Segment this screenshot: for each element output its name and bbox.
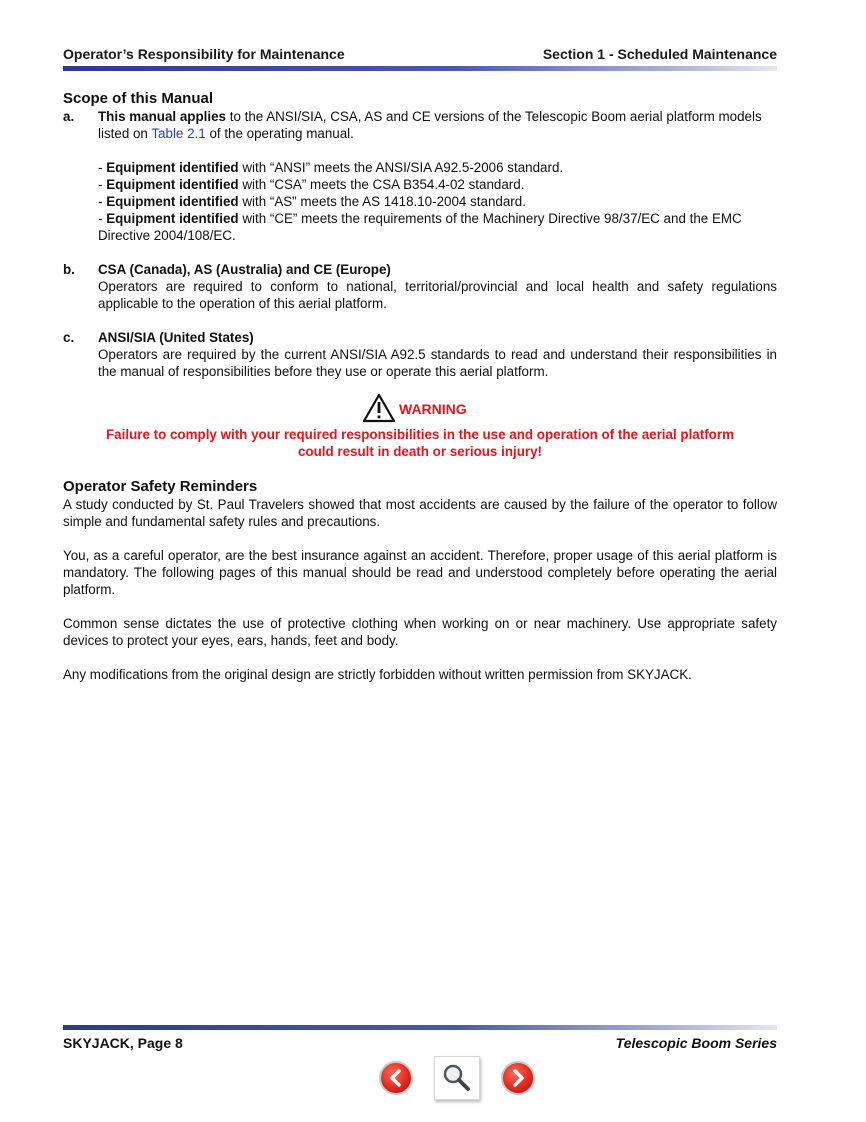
item-a-lead: This manual applies bbox=[98, 109, 226, 124]
item-c-text: Operators are required by the current ANSI/SIA A92.5 standards to read and understand their responsibilities in the manual of responsibilities before they use or operate this aerial platform. bbox=[98, 347, 777, 379]
reminder-paragraph: You, as a careful operator, are the best insurance against an accident. Therefore, proper usage of this aerial platform is mandatory. The following pages of this manual should be read and understood completely before operating the aerial platform. bbox=[63, 548, 777, 597]
equipment-line: - Equipment identified with “CE” meets the requirements of the Machinery Directive 98/37/EC and the EMC Directive 2004/108/EC. bbox=[98, 211, 742, 243]
footer-rule bbox=[63, 1025, 777, 1030]
footer-series: Telescopic Boom Series bbox=[615, 1035, 777, 1051]
item-c-label: c. bbox=[63, 330, 75, 345]
footer-page: SKYJACK, Page 8 bbox=[63, 1035, 183, 1051]
warning-title: WARNING bbox=[399, 401, 467, 417]
arrow-right-icon bbox=[503, 1063, 533, 1093]
item-a-text1: to the ANSI/SIA, CSA, AS and CE versions of the Telescopic Boom aerial platform models listed on bbox=[98, 109, 762, 141]
warning-line-1: Failure to comply with your required responsibilities in the use and operation of the aerial platform bbox=[106, 427, 734, 442]
item-b-label: b. bbox=[63, 262, 75, 277]
item-b-text: Operators are required to conform to national, territorial/provincial and local health and safety regulations applicable to the operation of this aerial platform. bbox=[98, 279, 777, 311]
item-a-label: a. bbox=[63, 109, 75, 124]
reminder-paragraph: Any modifications from the original design are strictly forbidden without written permission from SKYJACK. bbox=[63, 667, 692, 682]
warning-triangle-icon bbox=[362, 393, 396, 423]
reminders-heading: Operator Safety Reminders bbox=[63, 478, 258, 495]
warning-line-2: could result in death or serious injury! bbox=[297, 444, 543, 459]
item-a-text2: of the operating manual. bbox=[205, 126, 354, 141]
item-c-title: ANSI/SIA (United States) bbox=[98, 330, 254, 345]
equipment-line: - Equipment identified with “ANSI” meets the ANSI/SIA A92.5-2006 standard. bbox=[98, 160, 564, 175]
header-rule bbox=[63, 66, 777, 71]
table-link[interactable]: Table 2.1 bbox=[151, 126, 206, 141]
reminder-paragraph: A study conducted by St. Paul Travelers showed that most accidents are caused by the failure of the operator to follow simple and fundamental safety rules and precautions. bbox=[63, 497, 777, 529]
reminder-paragraph: Common sense dictates the use of protective clothing when working on or near machinery. Use appropriate safety devices to protect your eyes, ears, hands, feet and body. bbox=[63, 616, 777, 648]
previous-page-button[interactable] bbox=[379, 1061, 413, 1095]
search-button[interactable] bbox=[434, 1056, 480, 1100]
header-left-title: Operator’s Responsibility for Maintenance bbox=[63, 46, 345, 62]
equipment-line: - Equipment identified with “CSA” meets the CSA B354.4-02 standard. bbox=[98, 177, 525, 192]
next-page-button[interactable] bbox=[501, 1061, 535, 1095]
magnifier-icon bbox=[435, 1057, 479, 1099]
item-a-text bbox=[98, 108, 777, 142]
header-right-title: Section 1 - Scheduled Maintenance bbox=[542, 46, 777, 62]
equipment-line: - Equipment identified with “AS” meets the AS 1418.10-2004 standard. bbox=[98, 194, 526, 209]
equipment-list bbox=[98, 159, 777, 244]
scope-heading: Scope of this Manual bbox=[63, 90, 214, 107]
arrow-left-icon bbox=[381, 1063, 411, 1093]
item-b-title: CSA (Canada), AS (Australia) and CE (Europe) bbox=[98, 262, 391, 277]
